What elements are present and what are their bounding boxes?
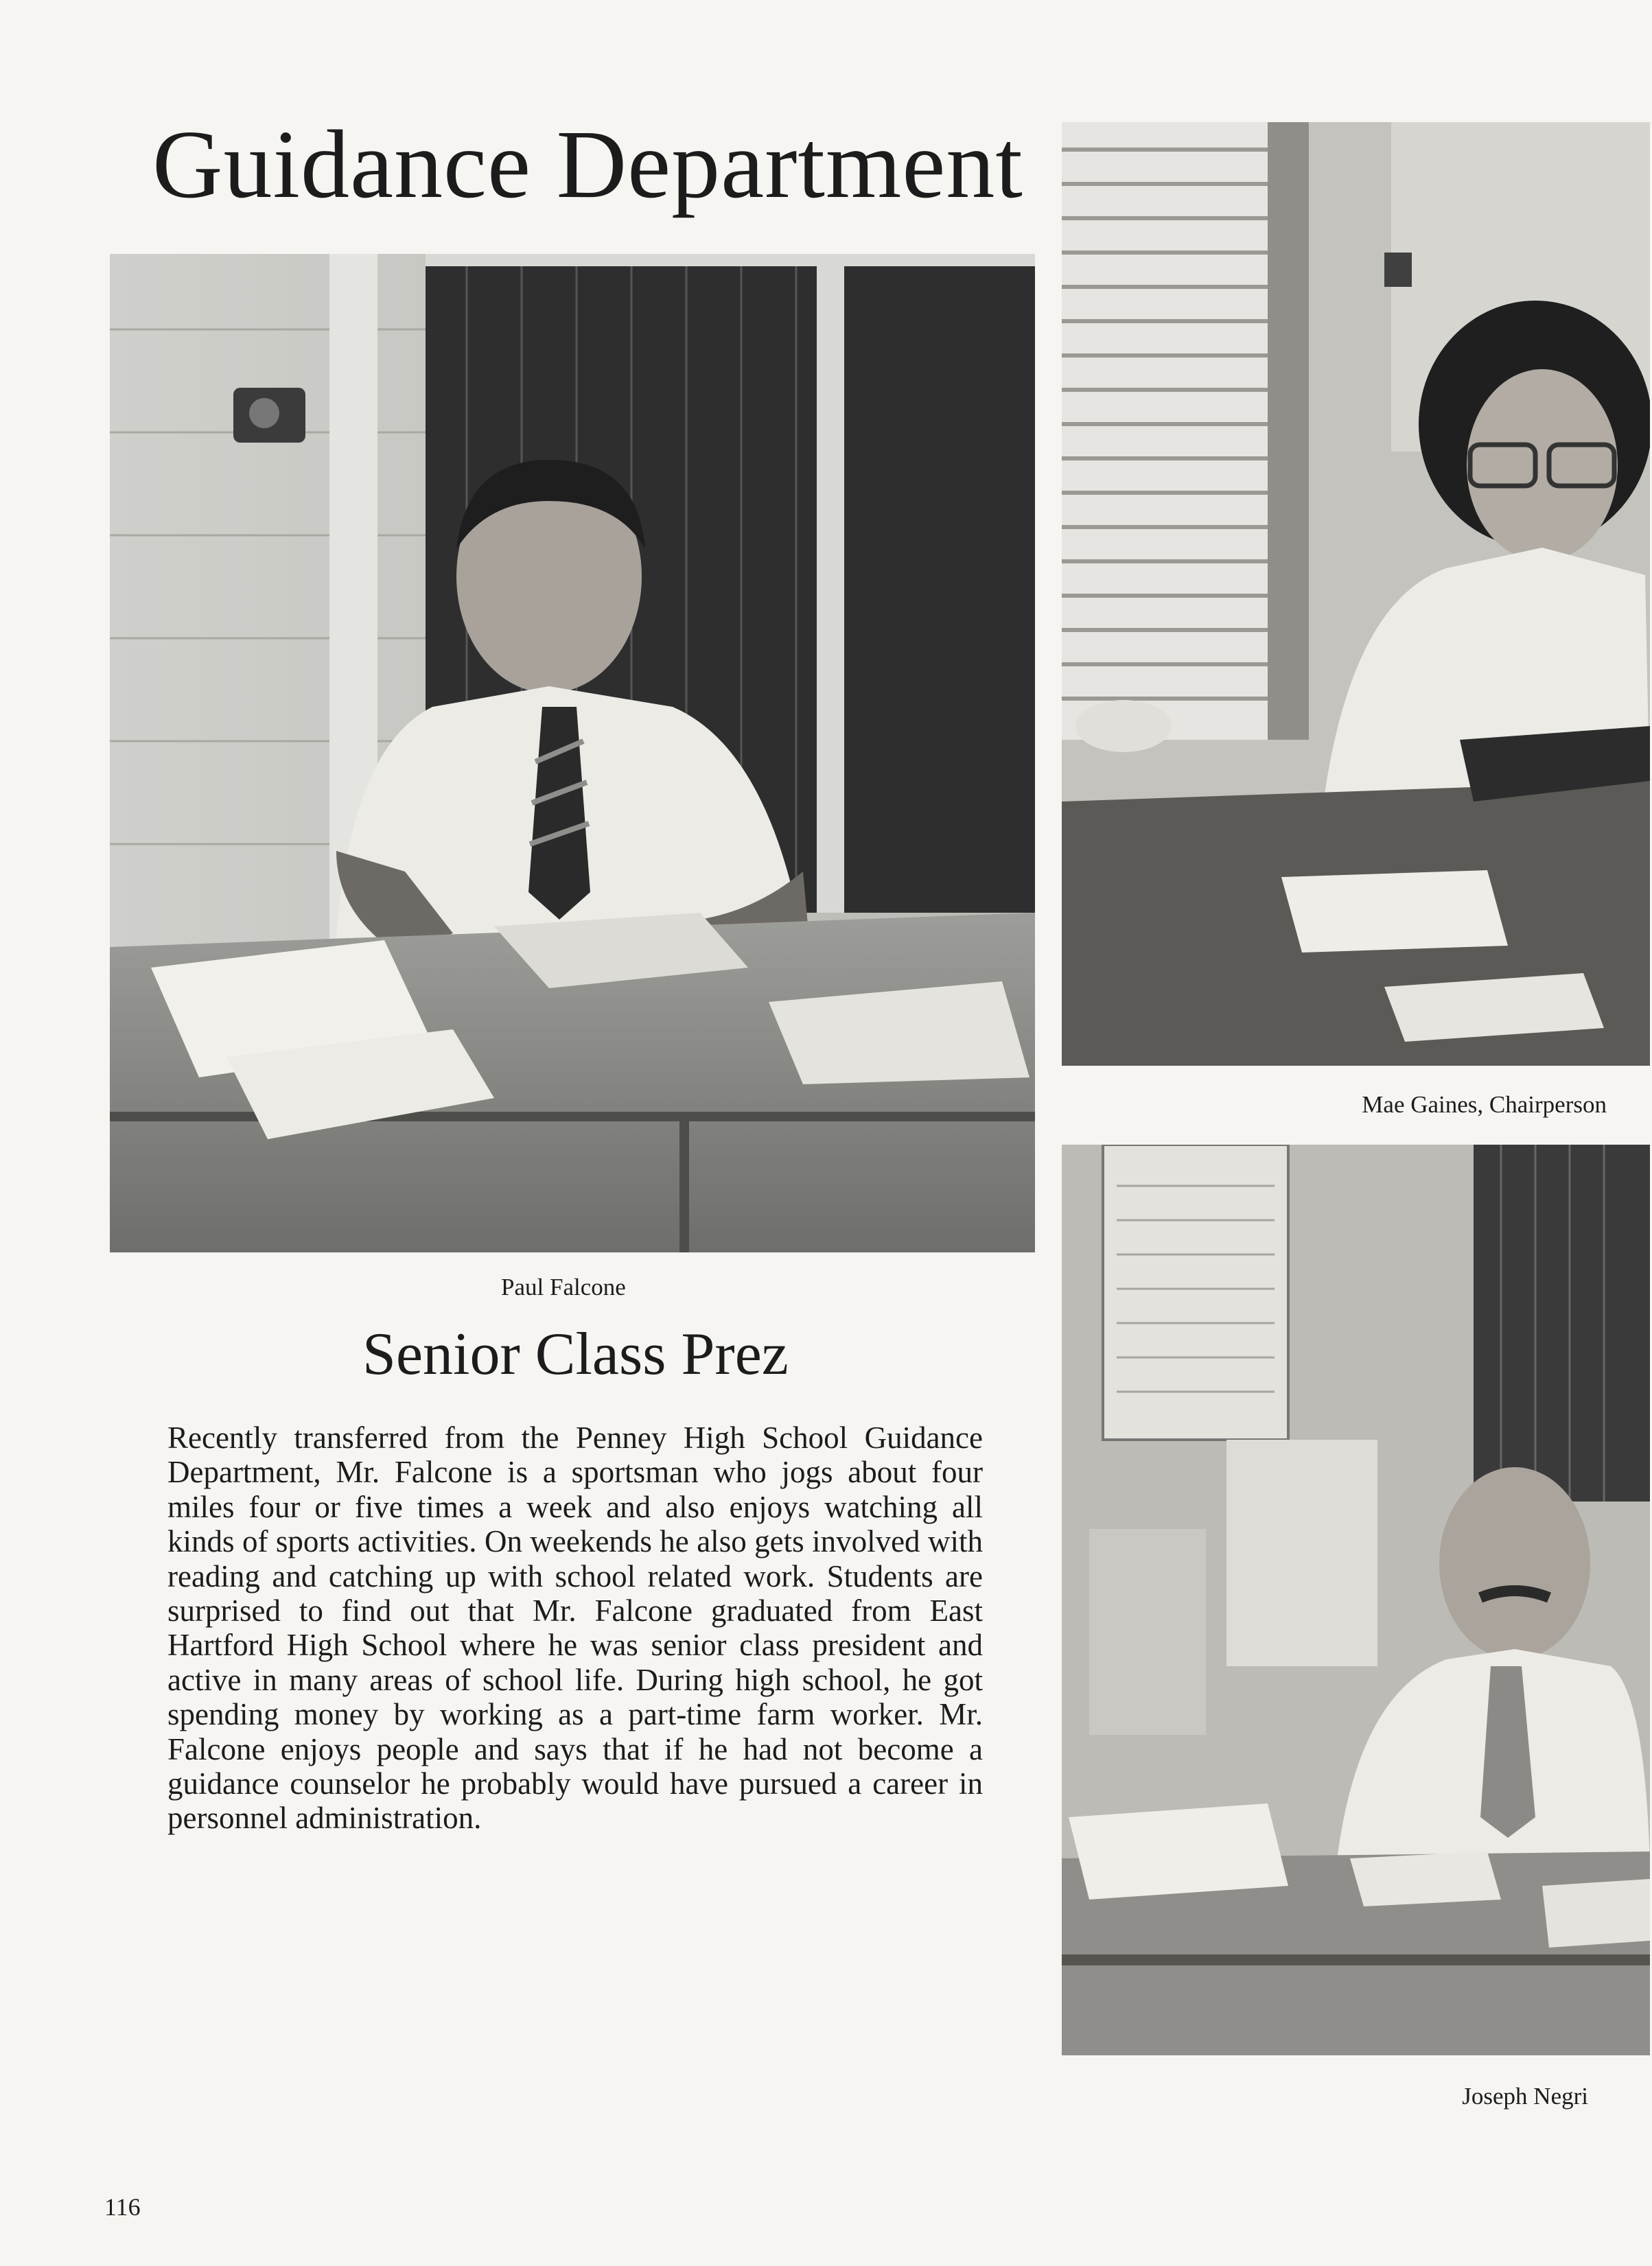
photo-mae-gaines-image (1062, 122, 1650, 1066)
article-heading: Senior Class Prez (362, 1321, 789, 1388)
photo-joseph-negri-image (1062, 1145, 1650, 2055)
photo-mae-gaines (1062, 122, 1650, 1066)
photo-paul-falcone (110, 254, 1035, 1252)
page-title: Guidance Department (152, 110, 1023, 218)
caption-mae-gaines: Mae Gaines, Chairperson (1362, 1091, 1607, 1118)
photo-paul-falcone-image (110, 254, 1035, 1252)
caption-joseph-negri: Joseph Negri (1462, 2083, 1588, 2110)
article-body: Recently transferred from the Penney High School Guidance Department, Mr. Falcone is a sportsman who jogs about four miles four or five times a week and also enjoys watching all kinds of sports activities. On weekends he also gets involved with reading and catching up with school related work. Students are surprised to find out that Mr. Falcone graduated from East Hartford High School where he was senior class president and active in many areas of school life. During high school, he got spending money by working as a part-time farm worker. Mr. Falcone enjoys people and says that if he had not become a guidance counselor he probably would have pursued a career in personnel administration. (167, 1421, 983, 1836)
caption-paul-falcone: Paul Falcone (501, 1274, 626, 1300)
page-number: 116 (104, 2193, 141, 2221)
photo-joseph-negri (1062, 1145, 1650, 2055)
